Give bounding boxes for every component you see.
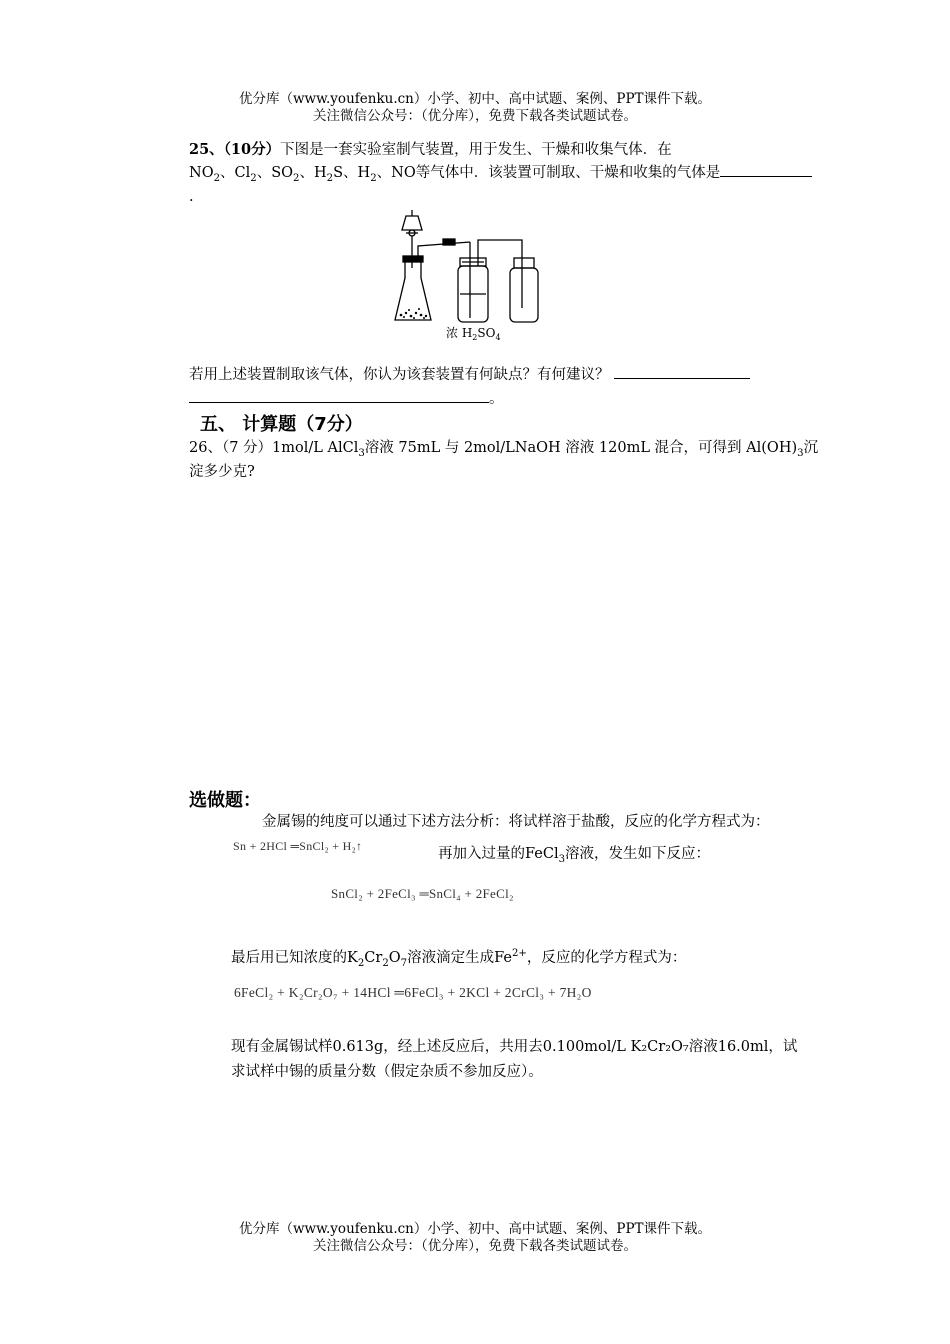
q25-gas-sub: 2	[326, 172, 334, 184]
optional-text: 最后用已知浓度的K	[231, 950, 358, 966]
optional-titration-text	[231, 947, 686, 969]
equation-3: 6FeCl₂ + K₂Cr₂O₇ + 14HCl ═6FeCl₃ + 2KCl + 2CrCl₃ + 7H₂O	[234, 985, 592, 1000]
q25-period: 。	[489, 391, 504, 407]
q26-text: 沉	[803, 440, 819, 456]
q25-gas-sub: 2	[250, 172, 257, 184]
optional-problem-line2: 求试样中锡的质量分数（假定杂质不参加反应）。	[231, 1064, 543, 1080]
optional-title: 选做题：	[189, 790, 261, 811]
q25-question2-line	[189, 364, 750, 386]
optional-text: 溶液，发生如下反应：	[565, 846, 711, 862]
optional-text: O	[388, 950, 401, 966]
separatory-funnel-icon	[402, 216, 422, 230]
optional-text: Cr	[364, 950, 383, 966]
section-5-title: 五、 计算题（7分）	[200, 414, 363, 435]
q26-sub: 3	[797, 447, 804, 459]
q25-gas-sub: 2	[293, 172, 300, 184]
q25-gas-text: 、Cl	[220, 165, 251, 181]
optional-sub: 3	[558, 853, 566, 865]
optional-text: ，反应的化学方程式为：	[526, 950, 687, 966]
optional-after-eq1	[438, 843, 710, 865]
q25-gas-text: 、NO等气体中．该装置可制取、干燥和收集的气体是	[376, 165, 721, 181]
conical-flask-icon	[395, 260, 431, 320]
optional-intro: 金属锡的纯度可以通过下述方法分析：将试样溶于盐酸，反应的化学方程式为：	[262, 814, 770, 830]
q25-gas-text: 、H	[299, 165, 327, 181]
q25-end-dot: .	[189, 189, 194, 205]
equation-1: Sn + 2HCl ═SnCl₂ + H₂↑	[233, 839, 363, 853]
q25-gas-text: NO	[189, 165, 214, 181]
page-footer-line2: 关注微信公众号：（优分库），免费下载各类试题试卷。	[313, 1238, 637, 1254]
q26-text: 26、（7 分）1mol/L AlCl	[189, 440, 359, 456]
equation-2: SnCl₂ + 2FeCl₃ ═SnCl₄ + 2FeCl₂	[331, 886, 514, 901]
q25-gas-sub: 2	[370, 172, 377, 184]
optional-sub: 7	[400, 957, 408, 969]
q25-text1: 下图是一套实验室制气装置，用于发生、干燥和收集气体．在	[280, 142, 672, 158]
q25-question2: 若用上述装置制取该气体，你认为该套装置有何缺点？有何建议？	[189, 367, 610, 383]
q25-gas-text: 、SO	[256, 165, 294, 181]
q25-answer-blank[interactable]	[720, 162, 812, 177]
q25-answer-blank-2[interactable]	[614, 364, 750, 379]
q25-number: 25、	[189, 141, 224, 158]
q26-sub: 3	[358, 447, 365, 459]
optional-problem-line1: 现有金属锡试样0.613g，经上述反应后，共用去0.100mol/L K₂Cr₂O₇溶液16.0ml，试	[231, 1039, 798, 1055]
q26-text: 溶液 75mL 与 2mol/LNaOH 溶液 120mL 混合，可得到 Al(OH)	[364, 440, 798, 456]
q25-line1	[189, 139, 859, 161]
q25-answer-blank-3[interactable]	[189, 388, 489, 403]
gas-apparatus-figure	[388, 208, 548, 344]
q25-line4	[189, 388, 504, 410]
conc-sulfuric-label: 浓 $H_2SO_4$	[446, 326, 501, 342]
q25-line2	[189, 162, 859, 184]
q25-score: （10分）	[223, 141, 281, 158]
q25-gas-sub: 2	[213, 172, 221, 184]
q26-line2: 淀多少克?	[189, 464, 255, 480]
page-footer-line1: 优分库（www.youfenku.cn）小学、初中、高中试题、案例、PPT课件下载。	[238, 1221, 712, 1237]
optional-sub: 2	[382, 957, 389, 969]
optional-sub: 2	[357, 957, 365, 969]
q26-line1	[189, 437, 861, 459]
optional-text: 溶液滴定生成Fe	[407, 950, 512, 966]
page-header-line2: 关注微信公众号：（优分库），免费下载各类试题试卷。	[313, 108, 637, 124]
q25-gas-text: S、H	[333, 165, 371, 181]
collection-bottle-icon	[510, 268, 538, 322]
optional-text: 再加入过量的FeCl	[438, 846, 559, 862]
optional-sup: 2+	[511, 948, 527, 960]
page-header-line1: 优分库（www.youfenku.cn）小学、初中、高中试题、案例、PPT课件下载。	[238, 91, 712, 107]
